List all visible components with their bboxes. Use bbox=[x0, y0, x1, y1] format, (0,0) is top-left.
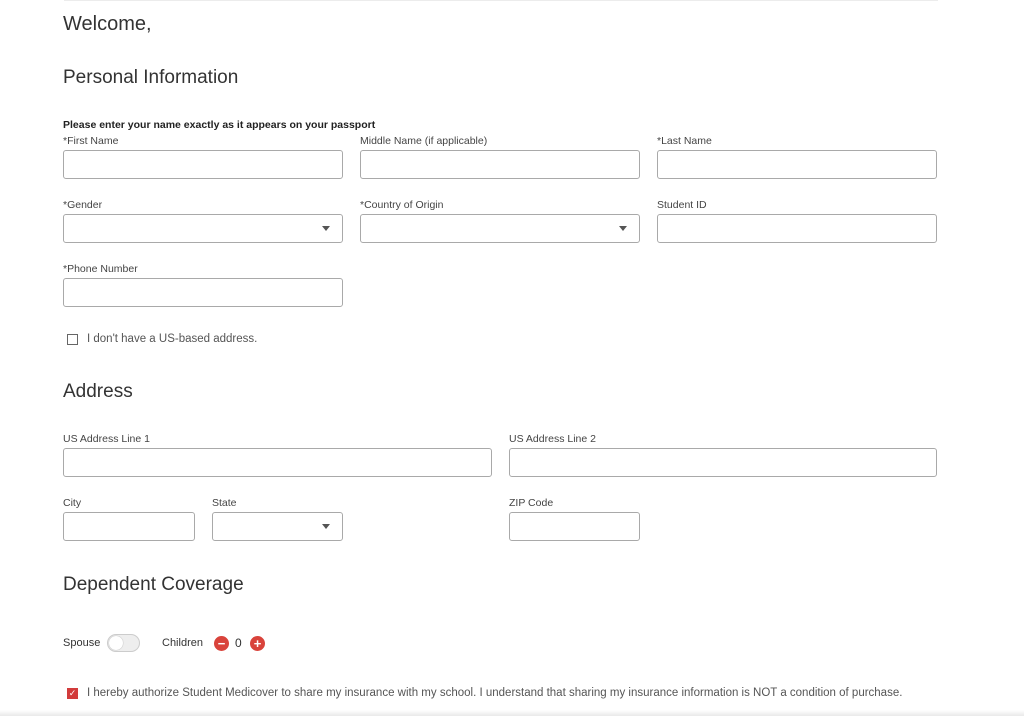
city-input[interactable] bbox=[63, 512, 195, 541]
country-label: *Country of Origin bbox=[360, 199, 444, 211]
address-line1-input[interactable] bbox=[63, 448, 492, 477]
minus-icon: − bbox=[217, 636, 226, 651]
spouse-label: Spouse bbox=[63, 637, 101, 649]
chevron-down-icon bbox=[322, 524, 330, 529]
spouse-toggle[interactable] bbox=[107, 634, 140, 652]
middle-name-label: Middle Name (if applicable) bbox=[360, 135, 488, 147]
checkmark-icon: ✓ bbox=[68, 687, 77, 698]
address-line2-input[interactable] bbox=[509, 448, 937, 477]
zip-label: ZIP Code bbox=[509, 497, 554, 509]
last-name-input[interactable] bbox=[657, 150, 937, 179]
first-name-input[interactable] bbox=[63, 150, 343, 179]
state-select[interactable] bbox=[212, 512, 343, 541]
gender-label: *Gender bbox=[63, 199, 103, 211]
toggle-knob bbox=[109, 636, 123, 650]
passport-note: Please enter your name exactly as it appears on your passport bbox=[63, 119, 376, 131]
bottom-edge bbox=[0, 710, 1024, 716]
phone-input[interactable] bbox=[63, 278, 343, 307]
plus-icon: + bbox=[253, 636, 262, 651]
children-count: 0 bbox=[235, 636, 242, 650]
children-decrement-button[interactable] bbox=[214, 636, 229, 651]
children-increment-button[interactable] bbox=[250, 636, 265, 651]
personal-info-heading: Personal Information bbox=[63, 67, 239, 88]
authorize-checkbox[interactable] bbox=[67, 688, 78, 699]
top-divider bbox=[64, 0, 938, 1]
student-id-input[interactable] bbox=[657, 214, 937, 243]
student-id-label: Student ID bbox=[657, 199, 707, 211]
first-name-label: *First Name bbox=[63, 135, 119, 147]
gender-select[interactable] bbox=[63, 214, 343, 243]
chevron-down-icon bbox=[619, 226, 627, 231]
chevron-down-icon bbox=[322, 226, 330, 231]
zip-input[interactable] bbox=[509, 512, 640, 541]
middle-name-input[interactable] bbox=[360, 150, 640, 179]
authorize-label: I hereby authorize Student Medicover to share my insurance with my school. I understand that sharing my insurance information is NOT a condition of purchase. bbox=[87, 687, 903, 699]
welcome-heading: Welcome, bbox=[63, 13, 152, 35]
last-name-label: *Last Name bbox=[657, 135, 712, 147]
no-us-address-label: I don't have a US-based address. bbox=[87, 333, 258, 345]
country-select[interactable] bbox=[360, 214, 640, 243]
dependent-coverage-heading: Dependent Coverage bbox=[63, 574, 244, 595]
authorize-row bbox=[67, 687, 902, 699]
address-line1-label: US Address Line 1 bbox=[63, 433, 150, 445]
address-line2-label: US Address Line 2 bbox=[509, 433, 596, 445]
address-heading: Address bbox=[63, 381, 133, 402]
no-us-address-checkbox[interactable] bbox=[67, 334, 78, 345]
children-label: Children bbox=[162, 637, 203, 649]
state-label: State bbox=[212, 497, 237, 509]
phone-label: *Phone Number bbox=[63, 263, 138, 275]
city-label: City bbox=[63, 497, 82, 509]
no-us-address-row bbox=[67, 333, 257, 345]
